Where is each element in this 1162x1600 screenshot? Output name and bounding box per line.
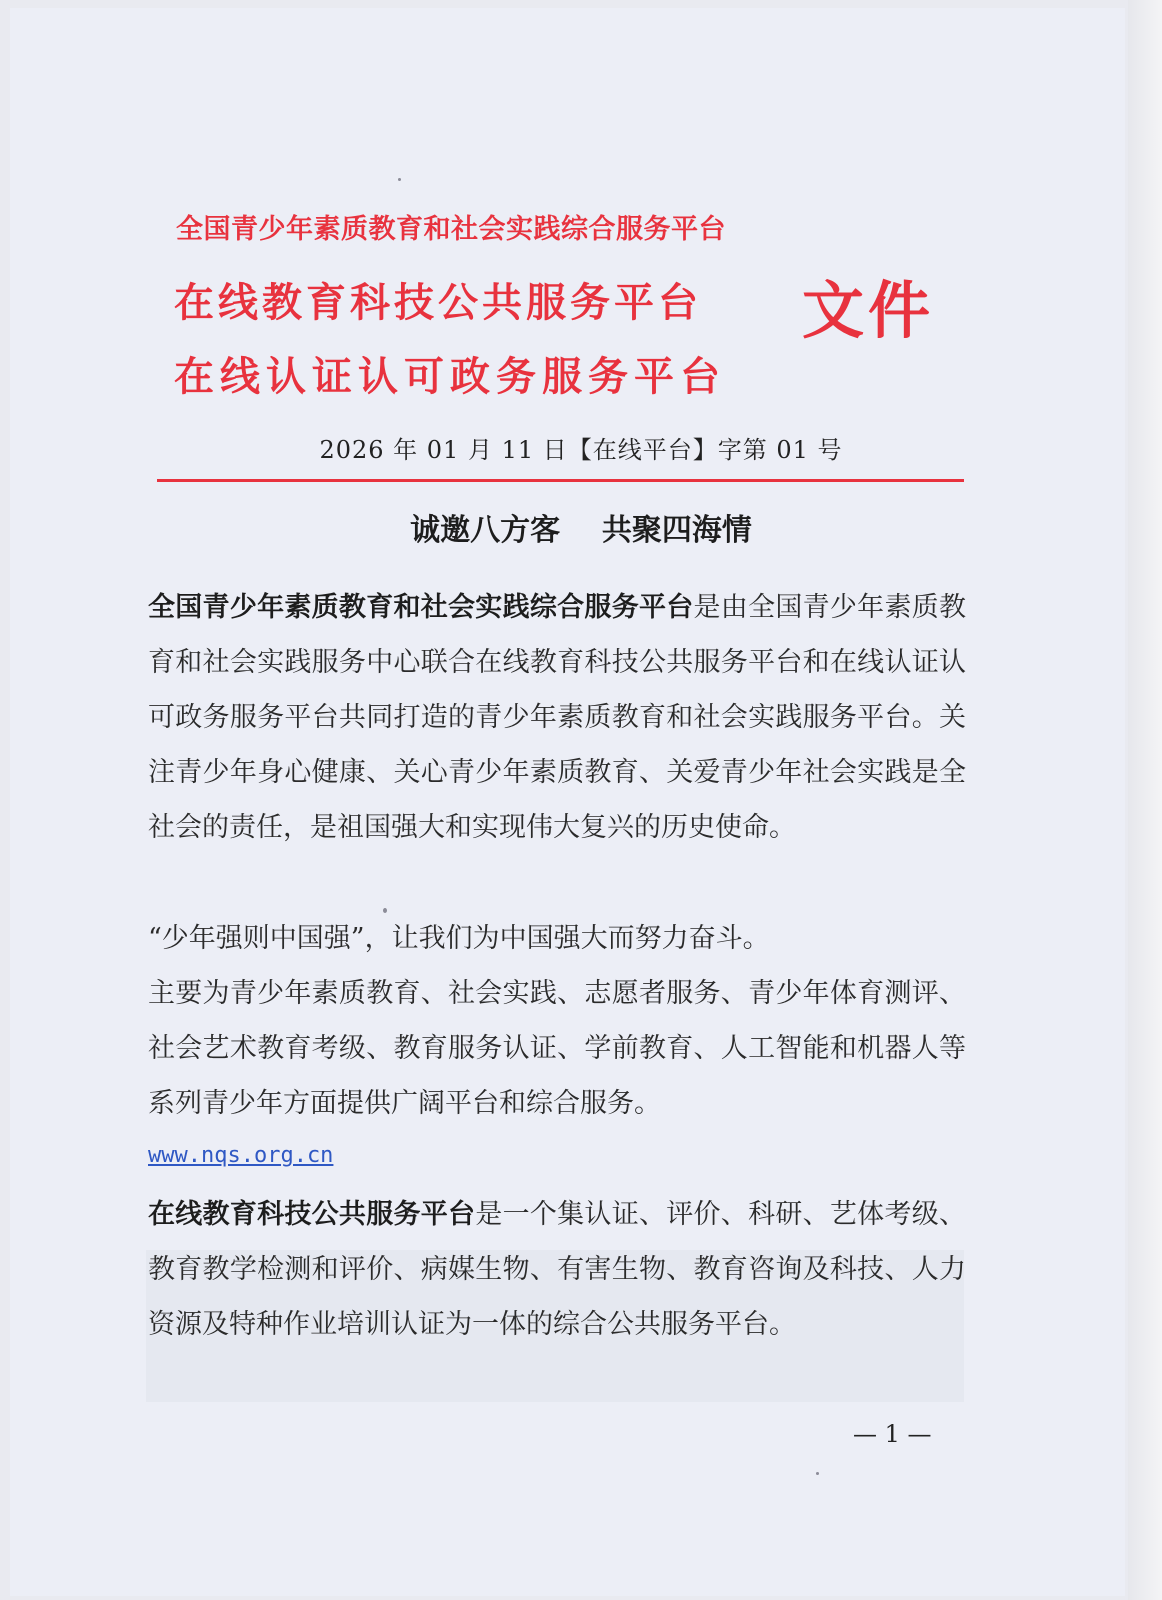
paragraph-intro (148, 580, 966, 855)
page-number: — 1 — (853, 1420, 932, 1448)
paragraph-platform (148, 1187, 966, 1352)
scan-speck (398, 178, 401, 181)
file-word: 文件 (802, 274, 935, 347)
scan-edge (1128, 0, 1162, 1600)
org-name-line-1: 在线教育科技公共服务平台 (174, 280, 702, 326)
paragraph-platform-text: 是一个集认证、评价、科研、艺体考级、教育教学检测和评价、病媒生物、有害生物、教育咨询及科技、人力资源及特种作业培训认证为一体的综合公共服务平台。 (148, 1199, 967, 1340)
paragraph-intro-bold: 全国青少年素质教育和社会实践综合服务平台 (148, 592, 694, 623)
paragraph-services: 主要为青少年素质教育、社会实践、志愿者服务、青少年体育测评、社会艺术教育考级、教育服务认证、学前教育、人工智能和机器人等系列青少年方面提供广阔平台和综合服务。 (148, 978, 966, 1119)
document-number: 2026 年 01 月 11 日【在线平台】字第 01 号 (319, 436, 843, 464)
website-link[interactable]: www.nqs.org.cn (148, 1143, 334, 1168)
scan-speck (383, 908, 387, 913)
paragraph-slogan: “少年强则中国强”，让我们为中国强大而努力奋斗。 (148, 923, 770, 954)
red-divider-line (157, 479, 964, 482)
paragraph-platform-bold: 在线教育科技公共服务平台 (148, 1199, 476, 1230)
org-name-line-2: 在线认证认可政务服务平台 (174, 354, 726, 400)
document-title: 诚邀八方客 共聚四海情 (410, 513, 752, 548)
paragraph-intro-text: 是由全国青少年素质教育和社会实践服务中心联合在线教育科技公共服务平台和在线认证认可政务服务平台共同打造的青少年素质教育和社会实践服务平台。关注青少年身心健康、关心青少年素质教育、关爱青少年社会实践是全社会的责任，是祖国强大和实现伟大复兴的历史使命。 (148, 592, 967, 843)
org-name-small: 全国青少年素质教育和社会实践综合服务平台 (176, 214, 726, 245)
scan-speck (816, 1472, 819, 1475)
